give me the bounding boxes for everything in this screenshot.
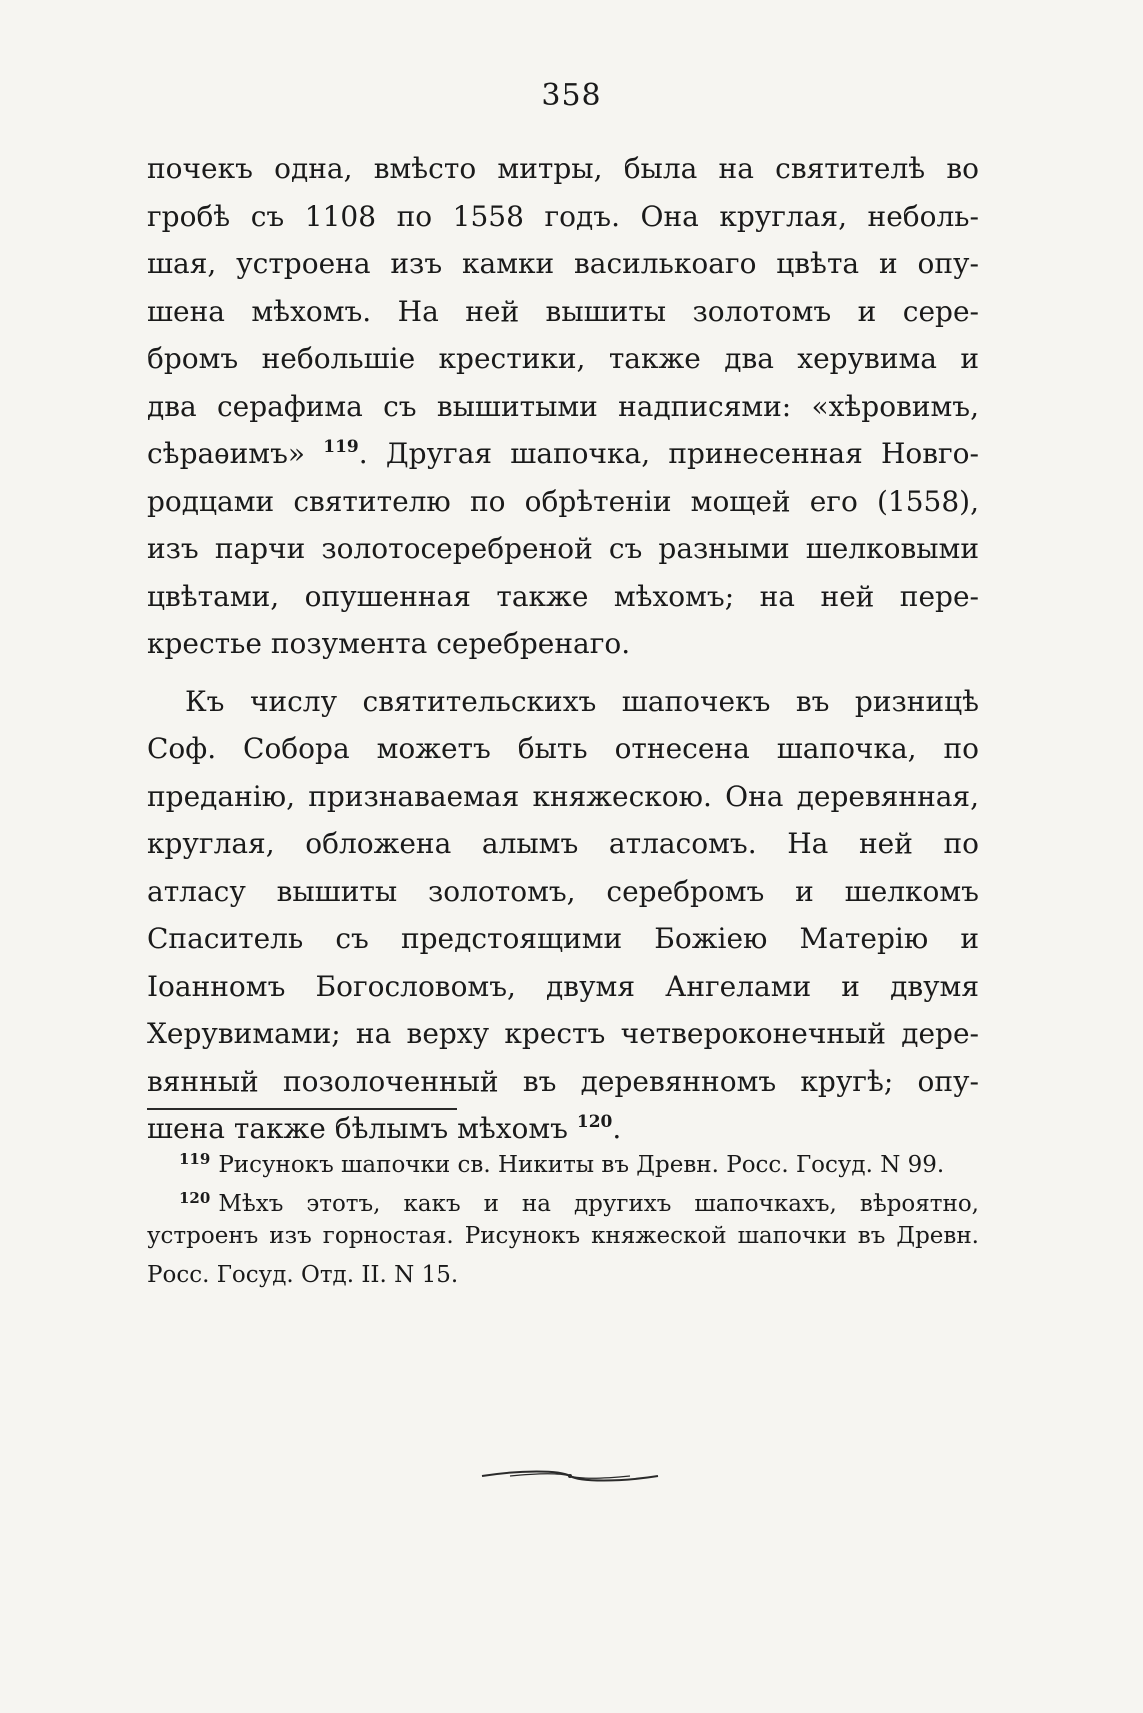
footnote-text: Рисунокъ шапочки св. Никиты въ Древн. Росс. Госуд. N 99.	[218, 1152, 945, 1178]
text-line: Херувимами; на верху крестъ четвероконечный дере-	[147, 1017, 979, 1050]
text-fragment: сѣраѳимъ»	[147, 437, 306, 470]
text-fragment: Другая шапочка, принесенная Новго-	[385, 437, 980, 470]
text-line: бромъ небольшіе крестики, также два херувима и	[147, 342, 979, 375]
text-line: изъ парчи золотосеребреной съ разными шелковыми	[147, 532, 979, 565]
text-line: гробѣ съ 1108 по 1558 годъ. Она круглая, неболь-	[147, 199, 979, 233]
footnote-text-line: устроенъ изъ горностая. Рисунокъ княжеской шапочки въ Древн.	[147, 1223, 979, 1249]
text-line: Спаситель съ предстоящими Божіею Матерію и	[147, 922, 979, 955]
text-line: цвѣтами, опушенная также мѣхомъ; на ней пере-	[147, 579, 979, 613]
text-line-with-footnote-ref: шена также бѣлымъ мѣхомъ $^{120}$.	[147, 1112, 622, 1145]
page-number: 358	[541, 78, 602, 113]
text-line: Соф. Собора можетъ быть отнесена шапочка, по	[147, 732, 979, 765]
footnote-divider	[147, 1108, 457, 1110]
text-line: круглая, обложена алымъ атласомъ. На ней по	[147, 827, 979, 860]
footnote-text: Мѣхъ этотъ, какъ и на другихъ шапочкахъ, вѣроятно,	[218, 1190, 979, 1217]
footnote-ref-119[interactable]: 119	[323, 437, 359, 457]
footnote-119	[147, 1140, 979, 1179]
text-line: почекъ одна, вмѣсто митры, была на святителѣ во	[147, 152, 979, 185]
footnote-mark: 120	[179, 1188, 211, 1207]
text-fragment: шена также бѣлымъ мѣхомъ	[147, 1112, 568, 1145]
footnote-120	[147, 1179, 979, 1218]
text-line: шая, устроена изъ камки василькоаго цвѣта и опу-	[147, 247, 979, 280]
text-line: Къ числу святительскихъ шапочекъ въ ризницѣ	[185, 684, 979, 718]
footnote-text-line: Росс. Госуд. Отд. II. N 15.	[147, 1261, 459, 1288]
footnotes	[147, 1140, 979, 1294]
text-line: атласу вышиты золотомъ, серебромъ и шелкомъ	[147, 874, 979, 908]
main-text	[147, 145, 979, 1153]
footnote-ref-120[interactable]: 120	[576, 1112, 613, 1132]
text-line: Іоанномъ Богословомъ, двумя Ангелами и двумя	[147, 969, 979, 1003]
end-ornament	[480, 1466, 660, 1486]
text-line: родцами святителю по обрѣтеніи мощей его (1558),	[147, 484, 979, 518]
footnote-mark: 119	[179, 1150, 211, 1168]
text-line: крестье позумента серебренаго.	[147, 627, 631, 660]
text-line-with-footnote-ref: сѣраѳимъ» $^{119}$. Другая шапочка, принесенная Новго-	[147, 437, 980, 470]
text-line: вянный позолоченный въ деревянномъ кругѣ; опу-	[147, 1064, 979, 1098]
text-line: два серафима съ вышитыми надписями: «хѣровимъ,	[147, 389, 979, 423]
text-line: преданію, признаваемая княжескою. Она деревянная,	[147, 779, 979, 813]
text-line: шена мѣхомъ. На ней вышиты золотомъ и сере-	[147, 294, 979, 328]
